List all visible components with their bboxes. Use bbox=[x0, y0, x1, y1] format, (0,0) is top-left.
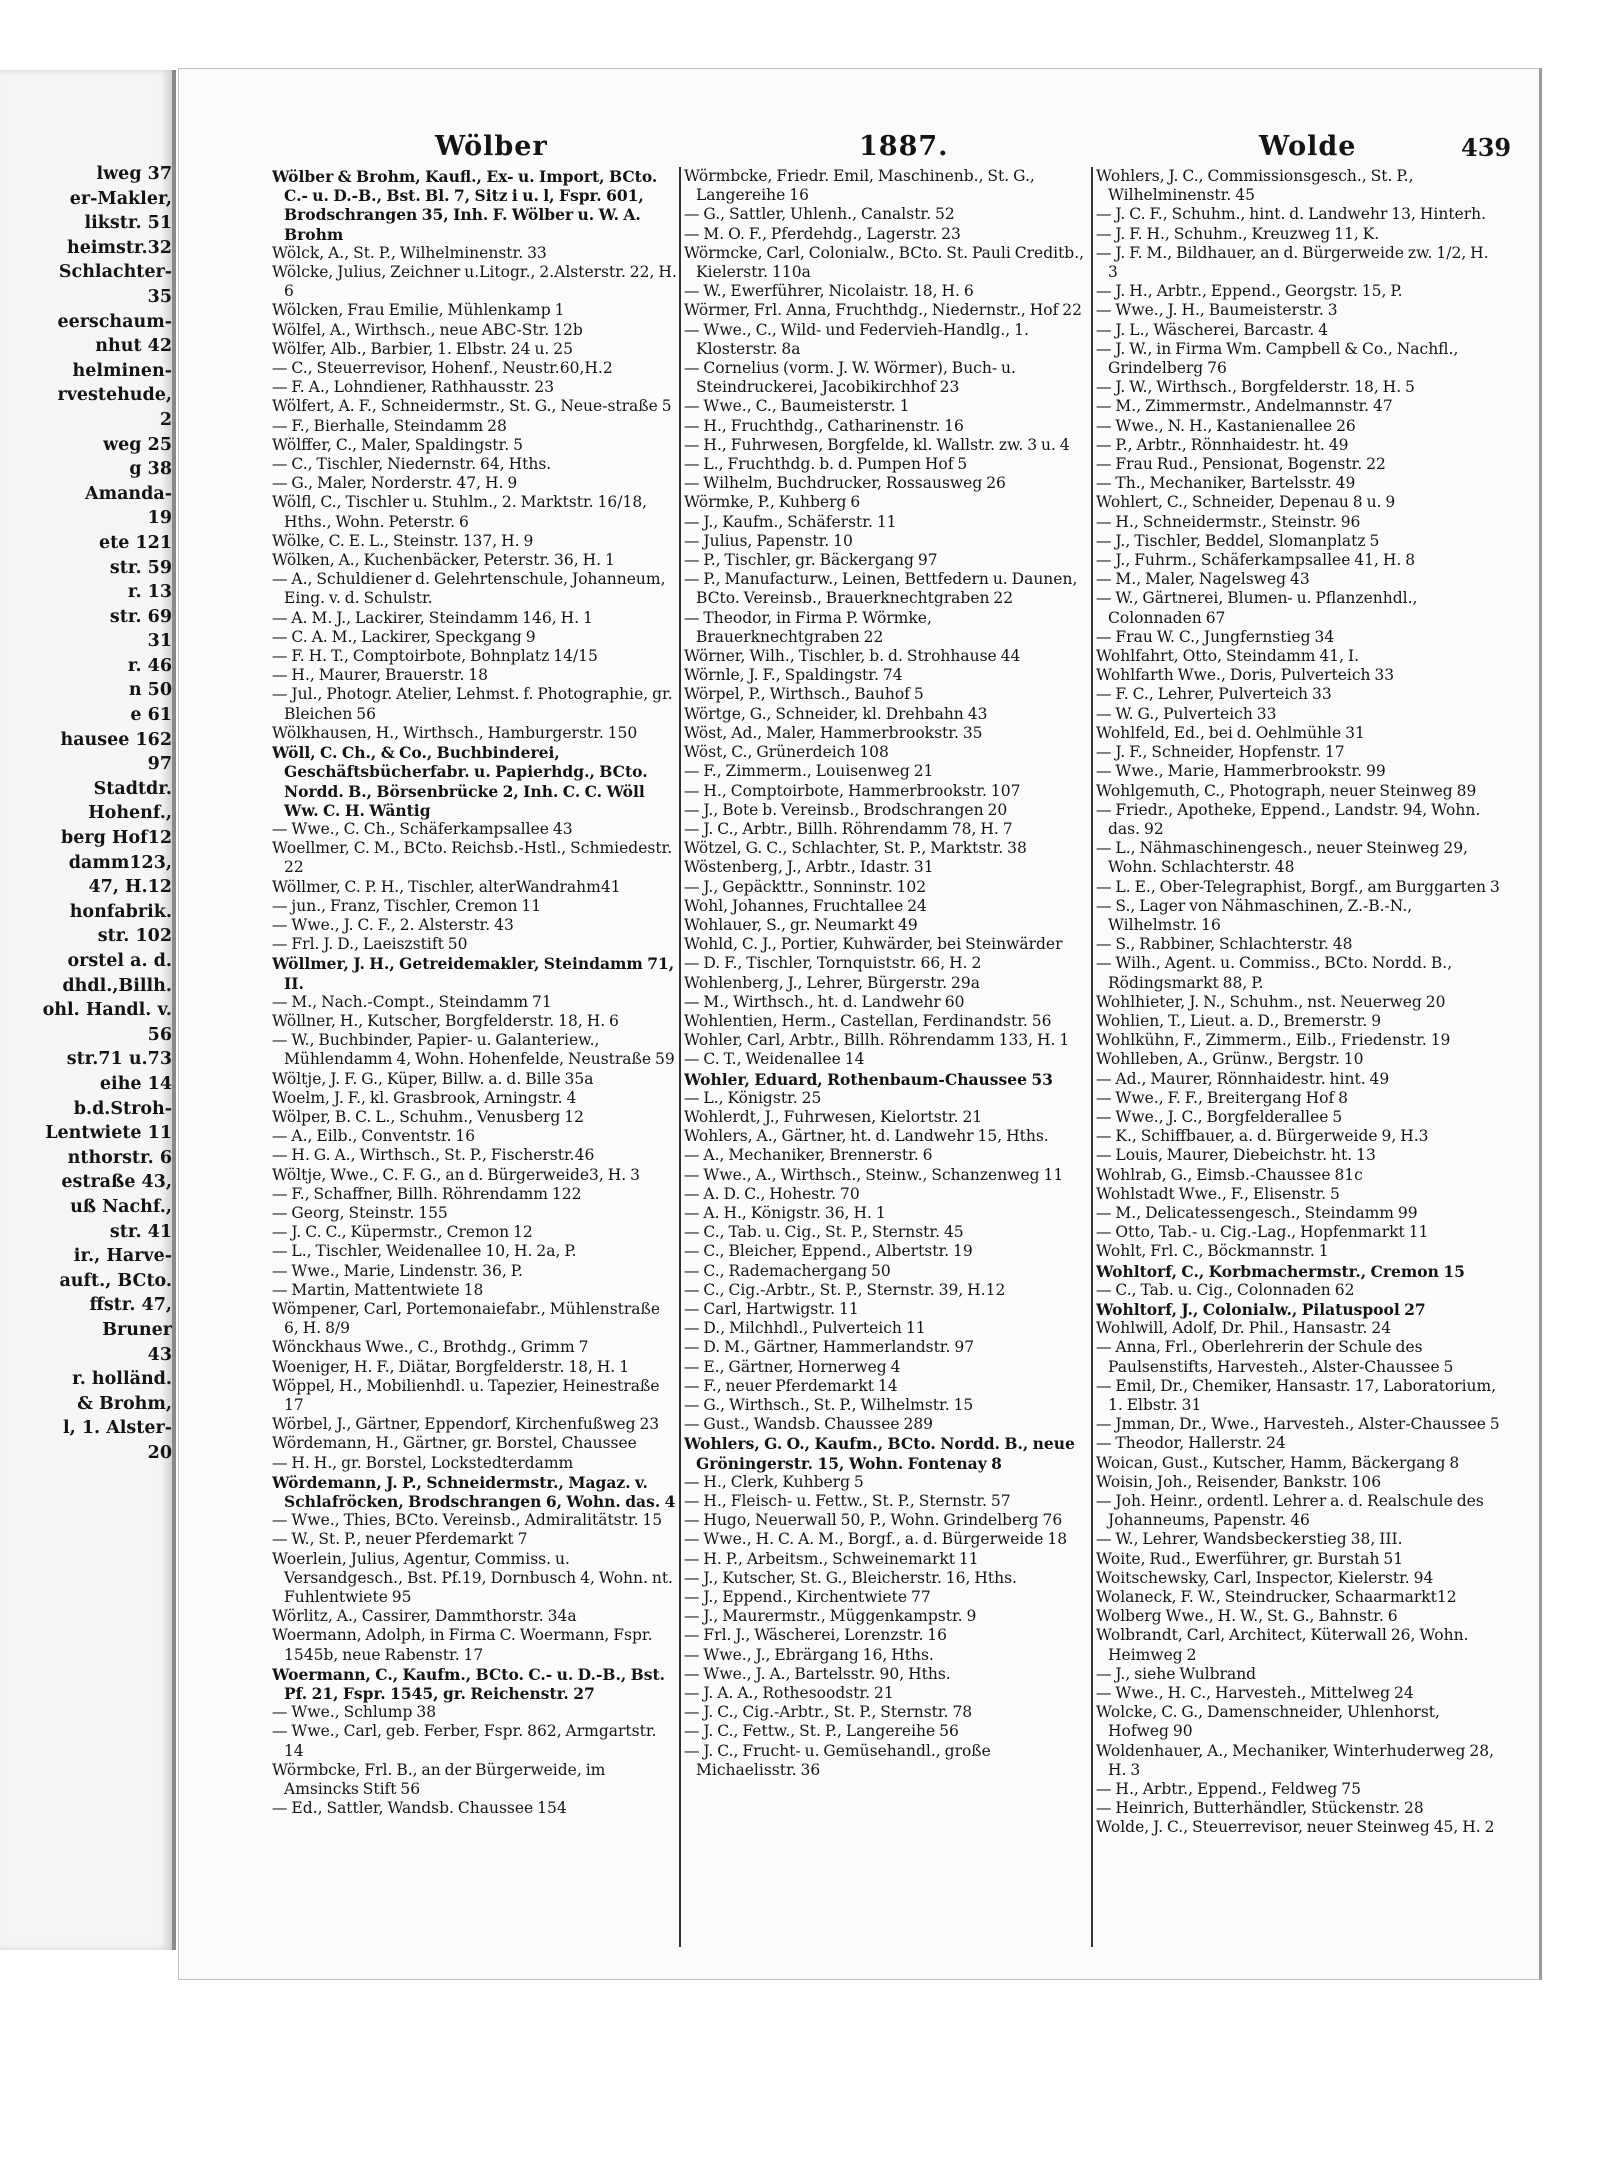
directory-entry: — W., Buchbinder, Papier- u. Galanteriew., Mühlendamm 4, Wohn. Hohenfelde, Neustraße 59 bbox=[272, 1031, 675, 1069]
directory-entry: — J. C. F., Schuhm., hint. d. Landwehr 13, Hinterh. bbox=[1096, 205, 1487, 224]
directory-entry: — Louis, Maurer, Diebeichstr. ht. 13 bbox=[1096, 1146, 1376, 1165]
directory-entry: Wohlers, J. C., Commissionsgesch., St. P., Wilhelminenstr. 45 bbox=[1096, 167, 1414, 205]
directory-entry: Wölfl, C., Tischler u. Stuhlm., 2. Marktstr. 16/18, Hths., Wohn. Peterstr. 6 bbox=[272, 493, 648, 531]
directory-entry: — G., Wirthsch., St. P., Wilhelmstr. 15 bbox=[684, 1396, 974, 1414]
directory-entry: Wohlers, A., Gärtner, ht. d. Landwehr 15, Hths. bbox=[684, 1127, 1049, 1146]
directory-entry: — G., Sattler, Uhlenh., Canalstr. 52 bbox=[684, 205, 955, 224]
directory-entry: Wohlt, Frl. C., Böckmannstr. 1 bbox=[1096, 1242, 1329, 1261]
previous-page-line: 97 bbox=[147, 754, 172, 775]
directory-entry: Woite, Rud., Ewerführer, gr. Burstah 51 bbox=[1096, 1549, 1404, 1568]
directory-entry: Woitschewsky, Carl, Inspector, Kielerstr. 94 bbox=[1096, 1568, 1434, 1587]
previous-page-line: r. 13 bbox=[127, 582, 172, 603]
directory-entry: — C., Cig.-Arbtr., St. P., Sternstr. 39, H.12 bbox=[684, 1280, 1006, 1299]
directory-entry: — F. C., Lehrer, Pulverteich 33 bbox=[1096, 685, 1332, 704]
directory-entry: — Wwe., Carl, geb. Ferber, Fspr. 862, Armgartstr. 14 bbox=[272, 1722, 657, 1760]
directory-entry: — J., Eppend., Kirchentwiete 77 bbox=[684, 1588, 931, 1607]
previous-page-line: Bruner bbox=[102, 1319, 172, 1340]
previous-page-line: uß Nachf., bbox=[70, 1196, 172, 1217]
directory-entry: — W., Gärtnerei, Blumen- u. Pflanzenhdl., Colonnaden 67 bbox=[1096, 589, 1418, 627]
header-left-keyword: Wölber bbox=[435, 131, 548, 162]
directory-entry: — J. C., Cig.-Arbtr., St. P., Sternstr. 78 bbox=[684, 1703, 973, 1722]
directory-entry: Wörmbcke, Frl. B., an der Bürgerweide, im Amsincks Stift 56 bbox=[272, 1760, 606, 1799]
directory-entry: Wöllner, H., Kutscher, Borgfelderstr. 18, H. 6 bbox=[272, 1011, 619, 1030]
previous-page-line: str. 59 bbox=[109, 557, 172, 578]
directory-entry: — Frau Rud., Pensionat, Bogenstr. 22 bbox=[1096, 455, 1386, 474]
directory-entry: Wötzel, G. C., Schlachter, St. P., Marktstr. 38 bbox=[684, 839, 1027, 858]
directory-entry: — W., Lehrer, Wandsbeckerstieg 38, III. bbox=[1096, 1530, 1403, 1549]
directory-entry: Woldenhauer, A., Mechaniker, Winterhuderweg 28, H. 3 bbox=[1096, 1741, 1494, 1779]
previous-page-line: str. 69 bbox=[109, 606, 172, 627]
previous-page-line: damm123, bbox=[68, 852, 172, 873]
directory-entry: Wörtge, G., Schneider, kl. Drehbahn 43 bbox=[684, 704, 988, 723]
directory-entry: — Heinrich, Butterhändler, Stückenstr. 28 bbox=[1096, 1799, 1424, 1818]
directory-entry: — H., Clerk, Kuhberg 5 bbox=[684, 1472, 864, 1491]
directory-entry: — Anna, Frl., Oberlehrerin der Schule des Paulsenstifts, Harvesteh., Alster-Chaussee 5 bbox=[1096, 1338, 1454, 1376]
directory-entry: — Wwe., Thies, BCto. Vereinsb., Admiralitätstr. 15 bbox=[272, 1511, 663, 1530]
directory-entry: — Wwe., Marie, Hammerbrookstr. 99 bbox=[1096, 762, 1386, 781]
directory-entry: Woisin, Joh., Reisender, Bankstr. 106 bbox=[1096, 1472, 1382, 1491]
directory-entry: Wörmcke, Carl, Colonialw., BCto. St. Pauli Creditb., Kielerstr. 110a bbox=[684, 243, 1085, 282]
directory-entry: Wohlfahrt, Otto, Steindamm 41, I. bbox=[1096, 647, 1360, 666]
directory-entry: — C. A. M., Lackirer, Speckgang 9 bbox=[272, 627, 536, 646]
directory-entry: — J. H., Arbtr., Eppend., Georgstr. 15, P. bbox=[1096, 282, 1403, 301]
directory-entry: — Jmman, Dr., Wwe., Harvesteh., Alster-Chaussee 5 bbox=[1096, 1415, 1500, 1434]
previous-page-line: estraße 43, bbox=[61, 1172, 172, 1193]
directory-entry: Wölcken, Frau Emilie, Mühlenkamp 1 bbox=[272, 301, 565, 320]
directory-entry: — Wwe., F. F., Breitergang Hof 8 bbox=[1096, 1088, 1349, 1107]
directory-entry: Woican, Gust., Kutscher, Hamm, Bäckergang 8 bbox=[1096, 1453, 1460, 1472]
directory-entry: — Julius, Papenstr. 10 bbox=[684, 531, 853, 550]
directory-entry: — P., Tischler, gr. Bäckergang 97 bbox=[684, 551, 938, 570]
directory-entry: Wöst, Ad., Maler, Hammerbrookstr. 35 bbox=[684, 723, 983, 742]
previous-page-line: & Brohm, bbox=[77, 1393, 172, 1414]
directory-entry: Wohlkühn, F., Zimmerm., Eilb., Friedenstr. 19 bbox=[1096, 1031, 1451, 1050]
directory-entry: — F., Schaffner, Billh. Röhrendamm 122 bbox=[272, 1184, 582, 1203]
page-header bbox=[179, 131, 1539, 171]
directory-entry: Wohlfarth Wwe., Doris, Pulverteich 33 bbox=[1096, 666, 1395, 685]
previous-page-line: er-Makler, bbox=[69, 188, 172, 209]
directory-entry: Wöllmer, C. P. H., Tischler, alterWandrahm41 bbox=[272, 877, 621, 896]
previous-page-line: n 50 bbox=[128, 680, 172, 701]
directory-entry: — Cornelius (vorm. J. W. Wörmer), Buch- u. Steindruckerei, Jacobikirchhof 23 bbox=[684, 359, 1016, 397]
directory-entry: — Wilh., Agent. u. Commiss., BCto. Nordd. B., Rödingsmarkt 88, P. bbox=[1096, 954, 1453, 992]
directory-entry: — W., St. P., neuer Pferdemarkt 7 bbox=[272, 1530, 528, 1549]
previous-page-line: b.d.Stroh- bbox=[73, 1098, 172, 1119]
directory-entry: — W. G., Pulverteich 33 bbox=[1096, 704, 1277, 723]
directory-entry: — G., Maler, Norderstr. 47, H. 9 bbox=[272, 474, 518, 493]
directory-entry: Wönckhaus Wwe., C., Brothdg., Grimm 7 bbox=[272, 1338, 589, 1357]
previous-page-line: Lentwiete 11 bbox=[45, 1123, 172, 1144]
directory-entry: Wöltje, J. F. G., Küper, Billw. a. d. Bille 35a bbox=[272, 1069, 594, 1088]
previous-page-line: 43 bbox=[147, 1344, 172, 1365]
directory-entry: — Frl. J., Wäscherei, Lorenzstr. 16 bbox=[684, 1626, 948, 1645]
directory-entry: — J., Fuhrm., Schäferkampsallee 41, H. 8 bbox=[1096, 551, 1416, 570]
directory-entry: — M., Nach.-Compt., Steindamm 71 bbox=[272, 992, 552, 1011]
directory-entry: — A. D. C., Hohestr. 70 bbox=[684, 1184, 860, 1203]
previous-page-line: honfabrik. bbox=[69, 901, 172, 922]
directory-entry: — F., Zimmerm., Louisenweg 21 bbox=[684, 762, 934, 781]
previous-page-line: ete 121 bbox=[99, 532, 172, 553]
previous-page-line: Stadtdr. bbox=[93, 778, 172, 799]
directory-entry: — S., Lager von Nähmaschinen, Z.-B.-N., Wilhelmstr. 16 bbox=[1096, 896, 1413, 934]
previous-page-line: ohl. Handl. v. bbox=[42, 1000, 172, 1021]
directory-entry: — C., Rademachergang 50 bbox=[684, 1261, 891, 1280]
directory-entry: Wohlrab, G., Eimsb.-Chaussee 81c bbox=[1096, 1165, 1363, 1184]
previous-page-line: Schlachter- bbox=[58, 262, 172, 283]
previous-page-line: 2 bbox=[159, 409, 172, 430]
directory-entry: Wörmer, Frl. Anna, Fruchthdg., Niedernstr., Hof 22 bbox=[684, 301, 1083, 320]
directory-entry: — J., Maurermstr., Müggenkampstr. 9 bbox=[684, 1607, 977, 1626]
directory-entry: Wörner, Wilh., Tischler, b. d. Strohhause 44 bbox=[684, 647, 1021, 666]
directory-entry: — Friedr., Apotheke, Eppend., Landstr. 94, Wohn. das. 92 bbox=[1096, 800, 1481, 838]
directory-entry: Woerlein, Julius, Agentur, Commiss. u. Versandgesch., Bst. Pf.19, Dornbusch 4, Wohn. nt. Fuhlentwiete 95 bbox=[272, 1549, 673, 1607]
directory-entry: — C., Tab. u. Cig., St. P., Sternstr. 45 bbox=[684, 1223, 964, 1242]
previous-page-line: r. 46 bbox=[127, 655, 172, 676]
directory-entry: — Wwe., C. Ch., Schäferkampsallee 43 bbox=[272, 819, 573, 838]
directory-entry: — Wwe., J. C. F., 2. Alsterstr. 43 bbox=[272, 915, 514, 934]
directory-entry: Wohlauer, S., gr. Neumarkt 49 bbox=[684, 915, 918, 934]
directory-entry: Wölfer, Alb., Barbier, 1. Elbstr. 24 u. 25 bbox=[272, 339, 574, 358]
directory-entry: Wölke, C. E. L., Steinstr. 137, H. 9 bbox=[272, 531, 534, 550]
directory-entry: — Wwe., J. A., Bartelsstr. 90, Hths. bbox=[684, 1664, 951, 1683]
directory-entry: Wohlentien, Herm., Castellan, Ferdinandstr. 56 bbox=[684, 1011, 1052, 1030]
page-number: 439 bbox=[1461, 133, 1512, 162]
previous-page-fragments bbox=[0, 70, 172, 1465]
previous-page-line: e 61 bbox=[130, 705, 172, 726]
directory-entry: Wölfert, A. F., Schneidermstr., St. G., Neue-straße 5 bbox=[272, 397, 672, 416]
directory-entry: — L. E., Ober-Telegraphist, Borgf., am Burggarten 3 bbox=[1096, 877, 1500, 896]
directory-entry: — H., Arbtr., Eppend., Feldweg 75 bbox=[1096, 1780, 1361, 1799]
directory-entry: — M., Wirthsch., ht. d. Landwehr 60 bbox=[684, 992, 965, 1011]
directory-entry: — M., Zimmermstr., Andelmannstr. 47 bbox=[1096, 397, 1393, 416]
directory-entry: Woermann, Adolph, in Firma C. Woermann, Fspr. 1545b, neue Rabenstr. 17 bbox=[272, 1626, 653, 1664]
directory-entry: Wöst, C., Grünerdeich 108 bbox=[684, 743, 889, 762]
column-divider bbox=[679, 167, 681, 1947]
directory-entry: — L., Königstr. 25 bbox=[684, 1088, 822, 1107]
directory-entry: — C., Tischler, Niedernstr. 64, Hths. bbox=[272, 455, 552, 474]
directory-entry: — J. F. M., Bildhauer, an d. Bürgerweide zw. 1/2, H. 3 bbox=[1096, 243, 1489, 282]
directory-entry: — J., Tischler, Beddel, Slomanplatz 5 bbox=[1096, 531, 1380, 550]
directory-entry: — C., Bleicher, Eppend., Albertstr. 19 bbox=[684, 1242, 973, 1261]
directory-entry: — J. C. C., Küpermstr., Cremon 12 bbox=[272, 1223, 533, 1242]
previous-page-line: Hohenf., bbox=[88, 803, 172, 824]
directory-entry: — Theodor, in Firma P. Wörmke, Brauerknechtgraben 22 bbox=[684, 608, 932, 646]
directory-entry: — Hugo, Neuerwall 50, P., Wohn. Grindelberg 76 bbox=[684, 1511, 1063, 1530]
directory-entry: — F., Bierhalle, Steindamm 28 bbox=[272, 416, 507, 435]
directory-entry: — H., Fruchthdg., Catharinenstr. 16 bbox=[684, 416, 964, 435]
directory-entry: — Ed., Sattler, Wandsb. Chaussee 154 bbox=[272, 1799, 567, 1818]
directory-entry: Wölck, A., St. P., Wilhelminenstr. 33 bbox=[272, 243, 547, 262]
directory-entry: Woelm, J. F., kl. Grasbrook, Arningstr. 4 bbox=[272, 1088, 577, 1107]
directory-entry: — Jul., Photogr. Atelier, Lehmst. f. Photographie, gr. Bleichen 56 bbox=[272, 685, 673, 723]
directory-entry: — Ad., Maurer, Rönnhaidestr. hint. 49 bbox=[1096, 1069, 1390, 1088]
directory-entry: Wohlerdt, J., Fuhrwesen, Kielortstr. 21 bbox=[684, 1107, 983, 1126]
directory-entry: — jun., Franz, Tischler, Cremon 11 bbox=[272, 896, 542, 915]
directory-entry: — Wwe., J. C., Borgfelderallee 5 bbox=[1096, 1107, 1343, 1126]
directory-entry: — F. A., Lohndiener, Rathhausstr. 23 bbox=[272, 378, 555, 397]
directory-entry: Wohlenberg, J., Lehrer, Bürgerstr. 29a bbox=[684, 973, 980, 992]
previous-page-line: 20 bbox=[147, 1442, 172, 1463]
directory-entry: — L., Tischler, Weidenallee 10, H. 2a, P. bbox=[272, 1242, 577, 1261]
column-2 bbox=[684, 167, 1090, 1947]
directory-entry: Wöppel, H., Mobilienhdl. u. Tapezier, Heinestraße 17 bbox=[272, 1376, 660, 1414]
directory-entry: Wömpener, Carl, Portemonaiefabr., Mühlenstraße 6, H. 8/9 bbox=[272, 1299, 661, 1338]
directory-entry: — Gust., Wandsb. Chaussee 289 bbox=[684, 1415, 934, 1434]
directory-entry: Wohlwill, Adolf, Dr. Phil., Hansastr. 24 bbox=[1096, 1319, 1392, 1338]
directory-page bbox=[178, 68, 1542, 1980]
directory-entry: Wörmke, P., Kuhberg 6 bbox=[684, 493, 861, 512]
directory-entry: Wolaneck, F. W., Steindrucker, Schaarmarkt12 bbox=[1096, 1588, 1457, 1607]
previous-page-edge bbox=[0, 70, 176, 1950]
directory-entry: Wörlitz, A., Cassirer, Dammthorstr. 34a bbox=[272, 1607, 577, 1626]
directory-entry: — M., Delicatessengesch., Steindamm 99 bbox=[1096, 1203, 1418, 1222]
directory-entry: Wölken, A., Kuchenbäcker, Peterstr. 36, H. 1 bbox=[272, 551, 615, 570]
directory-entry: Wohltorf, C., Korbmachermstr., Cremon 15 bbox=[1096, 1261, 1465, 1281]
previous-page-line: 35 bbox=[147, 286, 172, 307]
previous-page-line: rvestehude, bbox=[57, 385, 172, 406]
directory-entry: — F. H. T., Comptoirbote, Bohnplatz 14/15 bbox=[272, 647, 598, 666]
directory-entry: — Wwe., Marie, Lindenstr. 36, P. bbox=[272, 1261, 523, 1280]
previous-page-line: l, 1. Alster- bbox=[63, 1418, 172, 1439]
directory-entry: — A., Schuldiener d. Gelehrtenschule, Johanneum, Eing. v. d. Schulstr. bbox=[272, 570, 666, 608]
previous-page-line: 19 bbox=[147, 508, 172, 529]
directory-entry: — J. L., Wäscherei, Barcastr. 4 bbox=[1096, 320, 1328, 339]
directory-entry: Wolde, J. C., Steuerrevisor, neuer Steinweg 45, H. 2 bbox=[1096, 1818, 1495, 1837]
previous-page-line: orstel a. d. bbox=[67, 951, 172, 971]
directory-entry: — Wwe., C., Baumeisterstr. 1 bbox=[684, 397, 910, 416]
directory-entry: — S., Rabbiner, Schlachterstr. 48 bbox=[1096, 935, 1353, 954]
directory-entry: Wohld, C. J., Portier, Kuhwärder, bei Steinwärder bbox=[684, 935, 1063, 954]
directory-entry: — Martin, Mattentwiete 18 bbox=[272, 1280, 484, 1299]
directory-entry: — J. C., Arbtr., Billh. Röhrendamm 78, H. 7 bbox=[684, 819, 1013, 838]
previous-page-line: Amanda- bbox=[85, 483, 172, 504]
directory-entry: Wördemann, H., Gärtner, gr. Borstel, Chaussee bbox=[272, 1434, 637, 1453]
header-right-keyword: Wolde bbox=[1259, 131, 1357, 162]
directory-entry: Wohltorf, J., Colonialw., Pilatuspool 27 bbox=[1096, 1299, 1426, 1319]
directory-entry: — J., Kaufm., Schäferstr. 11 bbox=[684, 512, 897, 531]
entry-columns bbox=[272, 167, 1512, 1947]
directory-entry: Wörnle, J. F., Spaldingstr. 74 bbox=[684, 666, 903, 685]
directory-entry: Wohler, Carl, Arbtr., Billh. Röhrendamm 133, H. 1 bbox=[684, 1031, 1070, 1050]
previous-page-line: 47, H.12 bbox=[88, 877, 172, 898]
directory-entry: Wöllmer, J. H., Getreidemakler, Steindamm 71, II. bbox=[272, 954, 675, 993]
directory-entry: — J. A. A., Rothesoodstr. 21 bbox=[684, 1684, 894, 1703]
directory-entry: — A., Mechaniker, Brennerstr. 6 bbox=[684, 1146, 933, 1165]
directory-entry: — C. T., Weidenallee 14 bbox=[684, 1050, 865, 1069]
directory-entry: — D. M., Gärtner, Hammerlandstr. 97 bbox=[684, 1338, 975, 1357]
directory-entry: Wolbrandt, Carl, Architect, Küterwall 26, Wohn. Heimweg 2 bbox=[1096, 1626, 1469, 1664]
previous-page-line: ffstr. 47, bbox=[89, 1295, 172, 1316]
directory-entry: — Carl, Hartwigstr. 11 bbox=[684, 1299, 859, 1318]
directory-entry: — J., Kutscher, St. G., Bleicherstr. 16, Hths. bbox=[684, 1568, 1017, 1587]
directory-entry: — H. P., Arbeitsm., Schweinemarkt 11 bbox=[684, 1549, 979, 1568]
directory-entry: — J. C., Fettw., St. P., Langereihe 56 bbox=[684, 1722, 959, 1741]
directory-entry: — P., Arbtr., Rönnhaidestr. ht. 49 bbox=[1096, 435, 1349, 454]
directory-entry: Wohlgemuth, C., Photograph, neuer Steinweg 89 bbox=[1096, 781, 1477, 800]
directory-entry: — J. C., Frucht- u. Gemüsehandl., große Michaelisstr. 36 bbox=[684, 1741, 991, 1779]
directory-entry: — Frau W. C., Jungfernstieg 34 bbox=[1096, 627, 1335, 646]
directory-entry: — Wwe., Schlump 38 bbox=[272, 1703, 437, 1722]
directory-entry: Wohlstadt Wwe., F., Elisenstr. 5 bbox=[1096, 1184, 1340, 1203]
directory-entry: — J., Bote b. Vereinsb., Brodschrangen 20 bbox=[684, 800, 1008, 819]
directory-entry: — H., Fuhrwesen, Borgfelde, kl. Wallstr. zw. 3 u. 4 bbox=[684, 435, 1070, 454]
directory-entry: — L., Nähmaschinengesch., neuer Steinweg 29, Wohn. Schlachterstr. 48 bbox=[1096, 839, 1468, 877]
directory-entry: — E., Gärtner, Hornerweg 4 bbox=[684, 1357, 901, 1376]
column-3 bbox=[1096, 167, 1502, 1947]
previous-page-line: eerschaum- bbox=[57, 311, 172, 332]
directory-entry: Wölber & Brohm, Kaufl., Ex- u. Import, BCto. C.- u. D.-B., Bst. Bl. 7, Sitz i u. l, Fspr. 601, Brodschrangen 35, Inh. F. Wölber u. W. A. Brohm bbox=[272, 167, 658, 244]
directory-entry: — Wwe., A., Wirthsch., Steinw., Schanzenweg 11 bbox=[684, 1165, 1064, 1184]
directory-entry: — M., Maler, Nagelsweg 43 bbox=[1096, 570, 1310, 589]
directory-entry: — H., Fleisch- u. Fettw., St. P., Sternstr. 57 bbox=[684, 1492, 1011, 1511]
directory-entry: Woellmer, C. M., BCto. Reichsb.-Hstl., Schmiedestr. 22 bbox=[272, 839, 673, 877]
previous-page-line: auft., BCto. bbox=[59, 1270, 172, 1291]
directory-entry: Wohlfeld, Ed., bei d. Oehlmühle 31 bbox=[1096, 723, 1365, 742]
directory-entry: — J. W., in Firma Wm. Campbell & Co., Nachfl., Grindelberg 76 bbox=[1096, 339, 1459, 378]
previous-page-line: dhdl.,Billh. bbox=[62, 975, 172, 996]
directory-entry: Wöstenberg, J., Arbtr., Idastr. 31 bbox=[684, 858, 934, 877]
directory-entry: — A. H., Königstr. 36, H. 1 bbox=[684, 1203, 886, 1222]
directory-entry: — Wwe., N. H., Kastanienallee 26 bbox=[1096, 416, 1356, 435]
directory-entry: — D., Milchhdl., Pulverteich 11 bbox=[684, 1319, 926, 1338]
previous-page-line: nhut 42 bbox=[95, 336, 172, 357]
directory-entry: — H. G. A., Wirthsch., St. P., Fischerstr.46 bbox=[272, 1146, 595, 1165]
directory-entry: — Wwe., J. H., Baumeisterstr. 3 bbox=[1096, 301, 1338, 320]
directory-entry: Wölper, B. C. L., Schuhm., Venusberg 12 bbox=[272, 1107, 584, 1126]
directory-entry: — M. O. F., Pferdehdg., Lagerstr. 23 bbox=[684, 224, 961, 243]
directory-entry: Wohlers, G. O., Kaufm., BCto. Nordd. B., neue Gröningerstr. 15, Wohn. Fontenay 8 bbox=[684, 1434, 1075, 1473]
directory-entry: — Wilhelm, Buchdrucker, Rossausweg 26 bbox=[684, 474, 1006, 493]
directory-entry: Wöltje, Wwe., C. F. G., an d. Bürgerweide3, H. 3 bbox=[272, 1165, 641, 1184]
directory-entry: Wöll, C. Ch., & Co., Buchbinderei, Geschäftsbücherfabr. u. Papierhdg., BCto. Nordd. B., Börsenbrücke 2, Inh. C. C. Wöll Ww. C. H. Wäntig bbox=[272, 743, 648, 820]
previous-page-line: weg 25 bbox=[103, 434, 172, 455]
directory-entry: — Emil, Dr., Chemiker, Hansastr. 17, Laboratorium, 1. Elbstr. 31 bbox=[1096, 1376, 1497, 1414]
previous-page-line: 31 bbox=[147, 631, 172, 652]
directory-entry: — L., Fruchthdg. b. d. Pumpen Hof 5 bbox=[684, 455, 968, 474]
directory-entry: Wohlhieter, J. N., Schuhm., nst. Neuerweg 20 bbox=[1096, 992, 1446, 1011]
directory-entry: — A. M. J., Lackirer, Steindamm 146, H. 1 bbox=[272, 608, 593, 627]
directory-entry: — Joh. Heinr., ordentl. Lehrer a. d. Realschule des Johanneums, Papenstr. 46 bbox=[1096, 1492, 1484, 1530]
previous-page-line: g 38 bbox=[129, 459, 172, 480]
previous-page-line: nthorstr. 6 bbox=[67, 1147, 172, 1168]
previous-page-line: hausee 162 bbox=[60, 729, 172, 750]
directory-entry: — Frl. J. D., Laeiszstift 50 bbox=[272, 935, 468, 954]
directory-entry: — Georg, Steinstr. 155 bbox=[272, 1203, 448, 1222]
directory-entry: Wölfel, A., Wirthsch., neue ABC-Str. 12b bbox=[272, 320, 583, 339]
directory-entry: — H., Schneidermstr., Steinstr. 96 bbox=[1096, 512, 1361, 531]
column-divider bbox=[1091, 167, 1093, 1947]
directory-entry: Wörbel, J., Gärtner, Eppendorf, Kirchenfußweg 23 bbox=[272, 1415, 660, 1434]
directory-entry: — W., Ewerführer, Nicolaistr. 18, H. 6 bbox=[684, 282, 974, 301]
directory-entry: — J. W., Wirthsch., Borgfelderstr. 18, H. 5 bbox=[1096, 378, 1415, 397]
directory-entry: — Theodor, Hallerstr. 24 bbox=[1096, 1434, 1286, 1453]
directory-entry: — H., Comptoirbote, Hammerbrookstr. 107 bbox=[684, 781, 1021, 800]
previous-page-line: berg Hof12 bbox=[60, 828, 172, 849]
directory-entry: — P., Manufacturw., Leinen, Bettfedern u. Daunen, BCto. Vereinsb., Brauerknechtgraben 22 bbox=[684, 570, 1078, 608]
directory-entry: — Wwe., J., Ebrärgang 16, Hths. bbox=[684, 1645, 934, 1664]
directory-entry: Wolberg Wwe., H. W., St. G., Bahnstr. 6 bbox=[1096, 1607, 1398, 1626]
previous-page-line: str.71 u.73 bbox=[66, 1049, 172, 1070]
directory-entry: — C., Tab. u. Cig., Colonnaden 62 bbox=[1096, 1280, 1355, 1299]
directory-entry: — Otto, Tab.- u. Cig.-Lag., Hopfenmarkt 11 bbox=[1096, 1223, 1429, 1242]
previous-page-line: 56 bbox=[147, 1024, 172, 1045]
directory-entry: Wohlien, T., Lieut. a. D., Bremerstr. 9 bbox=[1096, 1011, 1382, 1030]
previous-page-line: heimstr.32 bbox=[66, 237, 172, 258]
directory-entry: — J., siehe Wulbrand bbox=[1096, 1664, 1257, 1683]
directory-entry: — A., Eilb., Conventstr. 16 bbox=[272, 1127, 476, 1146]
directory-entry: — C., Steuerrevisor, Hohenf., Neustr.60,H.2 bbox=[272, 359, 613, 378]
directory-entry: Woeniger, H. F., Diätar, Borgfelderstr. 18, H. 1 bbox=[272, 1357, 630, 1376]
directory-entry: — J. F., Schneider, Hopfenstr. 17 bbox=[1096, 743, 1345, 762]
directory-entry: Wördemann, J. P., Schneidermstr., Magaz. v. Schlafröcken, Brodschrangen 6, Wohn. das. 4 bbox=[272, 1472, 676, 1512]
previous-page-line: ir., Harve- bbox=[73, 1246, 172, 1267]
directory-entry: — J. F. H., Schuhm., Kreuzweg 11, K. bbox=[1096, 224, 1380, 243]
directory-entry: — D. F., Tischler, Tornquiststr. 66, H. 2 bbox=[684, 954, 982, 973]
directory-entry: Wohlleben, A., Grünw., Bergstr. 10 bbox=[1096, 1050, 1364, 1069]
directory-entry: Wölcke, Julius, Zeichner u.Litogr., 2.Alsterstr. 22, H. 6 bbox=[272, 263, 677, 301]
directory-entry: — H., Maurer, Brauerstr. 18 bbox=[272, 666, 489, 685]
directory-entry: Woermann, C., Kaufm., BCto. C.- u. D.-B., Bst. Pf. 21, Fspr. 1545, gr. Reichenstr. 27 bbox=[272, 1664, 666, 1704]
directory-entry: Wörpel, P., Wirthsch., Bauhof 5 bbox=[684, 685, 924, 704]
directory-entry: — K., Schiffbauer, a. d. Bürgerweide 9, H.3 bbox=[1096, 1127, 1429, 1146]
header-year: 1887. bbox=[859, 131, 949, 162]
directory-entry: Wohler, Eduard, Rothenbaum-Chaussee 53 bbox=[684, 1069, 1053, 1089]
previous-page-line: lweg 37 bbox=[96, 164, 172, 184]
directory-entry: Wölkhausen, H., Wirthsch., Hamburgerstr. 150 bbox=[272, 723, 638, 742]
previous-page-line: str. 41 bbox=[109, 1221, 172, 1242]
previous-page-line: helminen- bbox=[72, 360, 172, 381]
previous-page-line: likstr. 51 bbox=[84, 213, 172, 234]
directory-entry: — Wwe., H. C. A. M., Borgf., a. d. Bürgerweide 18 bbox=[684, 1530, 1068, 1549]
directory-entry: Wölffer, C., Maler, Spaldingstr. 5 bbox=[272, 435, 523, 454]
directory-entry: Wörmbcke, Friedr. Emil, Maschinenb., St. G., Langereihe 16 bbox=[684, 167, 1035, 205]
column-1 bbox=[272, 167, 678, 1947]
directory-entry: Wohl, Johannes, Fruchtallee 24 bbox=[684, 896, 927, 915]
directory-entry: Wolcke, C. G., Damenschneider, Uhlenhorst, Hofweg 90 bbox=[1096, 1703, 1440, 1741]
previous-page-line: r. holländ. bbox=[72, 1369, 172, 1390]
directory-entry: — Th., Mechaniker, Bartelsstr. 49 bbox=[1096, 474, 1356, 493]
directory-entry: — F., neuer Pferdemarkt 14 bbox=[684, 1376, 898, 1395]
directory-entry: Wohlert, C., Schneider, Depenau 8 u. 9 bbox=[1096, 493, 1396, 512]
previous-page-line: eihe 14 bbox=[99, 1073, 172, 1094]
directory-entry: — J., Gepäckttr., Sonninstr. 102 bbox=[684, 877, 927, 896]
directory-entry: — Wwe., C., Wild- und Federvieh-Handlg., 1. Klosterstr. 8a bbox=[684, 320, 1029, 358]
previous-page-line: str. 102 bbox=[97, 926, 172, 947]
directory-entry: — Wwe., H. C., Harvesteh., Mittelweg 24 bbox=[1096, 1684, 1414, 1703]
directory-entry: — H. H., gr. Borstel, Lockstedterdamm bbox=[272, 1453, 574, 1472]
